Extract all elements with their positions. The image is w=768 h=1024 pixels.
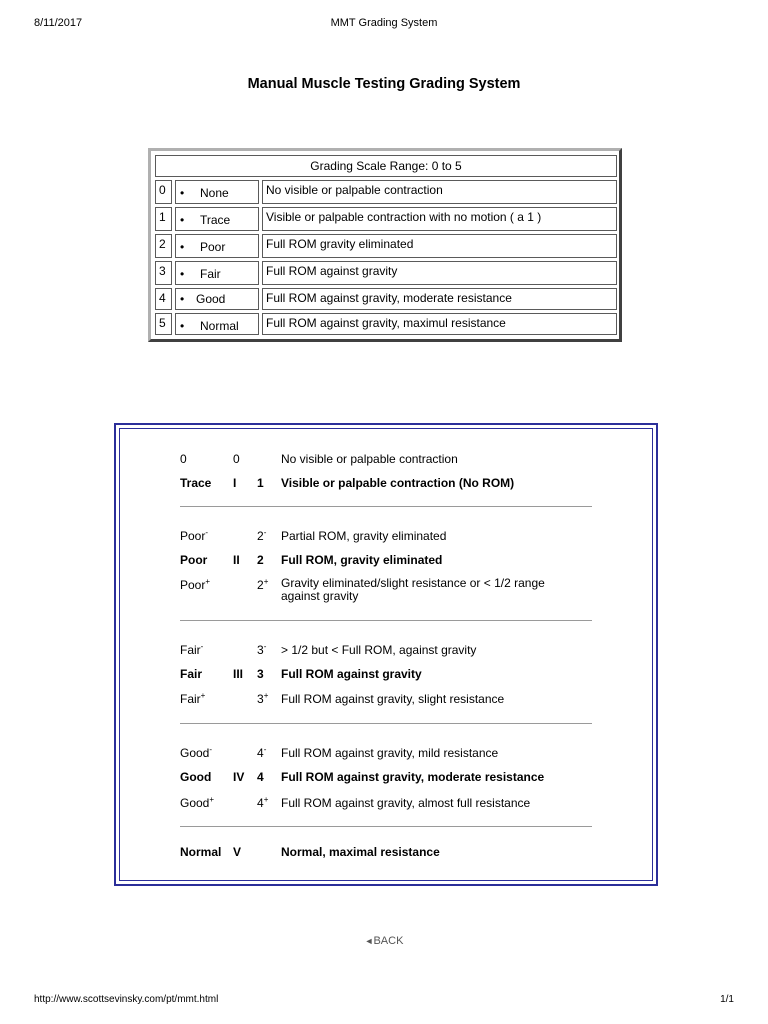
header-date: 8/11/2017	[34, 17, 83, 29]
grade-desc: Partial ROM, gravity eliminated	[281, 529, 447, 543]
scale-row-grade	[175, 234, 259, 258]
grade-number: 2	[257, 553, 264, 567]
bullet-icon: •	[180, 186, 185, 200]
scale-row-desc: Visible or palpable contraction with no motion ( a 1 )	[262, 207, 617, 231]
scale-row-desc: No visible or palpable contraction	[262, 180, 617, 204]
grade-label: Good	[196, 292, 226, 306]
scale-row-desc: Full ROM against gravity, moderate resistance	[262, 288, 617, 310]
grade-desc: Full ROM against gravity, moderate resistance	[281, 770, 545, 784]
scale-row-num: 4	[155, 288, 172, 310]
grade-desc: No visible or palpable contraction	[281, 452, 458, 466]
grade-number: 3	[257, 667, 264, 681]
grade-number: 3+	[257, 691, 269, 706]
grading-scale-table	[148, 148, 622, 342]
grade-desc: Full ROM against gravity, mild resistance	[281, 746, 499, 760]
grade-name: Normal	[180, 845, 222, 859]
grade-label: Normal	[200, 319, 239, 333]
grade-name: Trace	[180, 476, 212, 490]
grade-label: Fair	[200, 267, 221, 281]
section-divider	[180, 620, 592, 621]
back-label: BACK	[373, 935, 404, 947]
grade-label: None	[200, 186, 229, 200]
back-link[interactable]	[0, 935, 768, 947]
grade-roman: I	[233, 476, 237, 490]
section-divider	[180, 506, 592, 507]
grade-number: 3-	[257, 642, 267, 657]
grade-desc: Full ROM against gravity, almost full resistance	[281, 796, 531, 810]
grade-desc: Full ROM against gravity, slight resistance	[281, 692, 505, 706]
grade-number: 4+	[257, 795, 269, 810]
grade-name: 0	[180, 452, 187, 466]
grade-name: Fair+	[180, 691, 206, 706]
scale-row-num: 2	[155, 234, 172, 258]
grade-number: 2+	[257, 577, 269, 592]
scale-row-grade	[175, 313, 259, 335]
grade-desc: > 1/2 but < Full ROM, against gravity	[281, 643, 477, 657]
grade-roman: V	[233, 845, 242, 859]
back-arrow-icon: ◄	[364, 936, 374, 946]
bullet-icon: •	[180, 213, 185, 227]
grade-number: 1	[257, 476, 264, 490]
grade-name: Good+	[180, 795, 215, 810]
bullet-icon: •	[180, 292, 185, 306]
grade-roman: 0	[233, 452, 240, 466]
grade-number: 4-	[257, 745, 267, 760]
grade-name: Good	[180, 770, 212, 784]
bullet-icon: •	[180, 267, 185, 281]
section-divider	[180, 826, 592, 827]
grade-roman: III	[233, 667, 244, 681]
grade-name: Good-	[180, 745, 213, 760]
grade-desc: Visible or palpable contraction (No ROM)	[281, 476, 515, 490]
footer-url: http://www.scottsevinsky.com/pt/mmt.html	[34, 994, 219, 1005]
grade-name: Poor	[180, 553, 208, 567]
grade-desc: Gravity eliminated/slight resistance or < 1/2 range against gravity	[281, 576, 545, 603]
footer-page-number: 1/1	[720, 994, 734, 1005]
scale-row-desc: Full ROM gravity eliminated	[262, 234, 617, 258]
scale-row-desc: Full ROM against gravity, maximul resistance	[262, 313, 617, 335]
scale-row-grade	[175, 180, 259, 204]
bullet-icon: •	[180, 240, 185, 254]
grade-name: Poor+	[180, 577, 211, 592]
header-title: MMT Grading System	[330, 17, 438, 29]
grade-name: Poor-	[180, 528, 209, 543]
page-title: Manual Muscle Testing Grading System	[247, 76, 521, 92]
grade-label: Poor	[200, 240, 226, 254]
scale-row-num: 3	[155, 261, 172, 285]
grade-desc: Normal, maximal resistance	[281, 845, 440, 859]
section-divider	[180, 723, 592, 724]
grade-number: 2-	[257, 528, 267, 543]
scale-row-grade	[175, 288, 259, 310]
grade-name: Fair-	[180, 642, 204, 657]
grade-number: 4	[257, 770, 264, 784]
scale-row-desc: Full ROM against gravity	[262, 261, 617, 285]
grade-roman: IV	[233, 770, 245, 784]
scale-row-num: 1	[155, 207, 172, 231]
scale-row-grade	[175, 261, 259, 285]
grade-name: Fair	[180, 667, 203, 681]
grade-label: Trace	[200, 213, 231, 227]
scale-row-num: 0	[155, 180, 172, 204]
grade-roman: II	[233, 553, 240, 567]
grade-detail-box	[114, 423, 658, 886]
scale-caption: Grading Scale Range: 0 to 5	[155, 155, 617, 177]
grade-desc: Full ROM, gravity eliminated	[281, 553, 443, 567]
scale-row-num: 5	[155, 313, 172, 335]
bullet-icon: •	[180, 319, 185, 333]
scale-row-grade	[175, 207, 259, 231]
grade-desc: Full ROM against gravity	[281, 667, 422, 681]
